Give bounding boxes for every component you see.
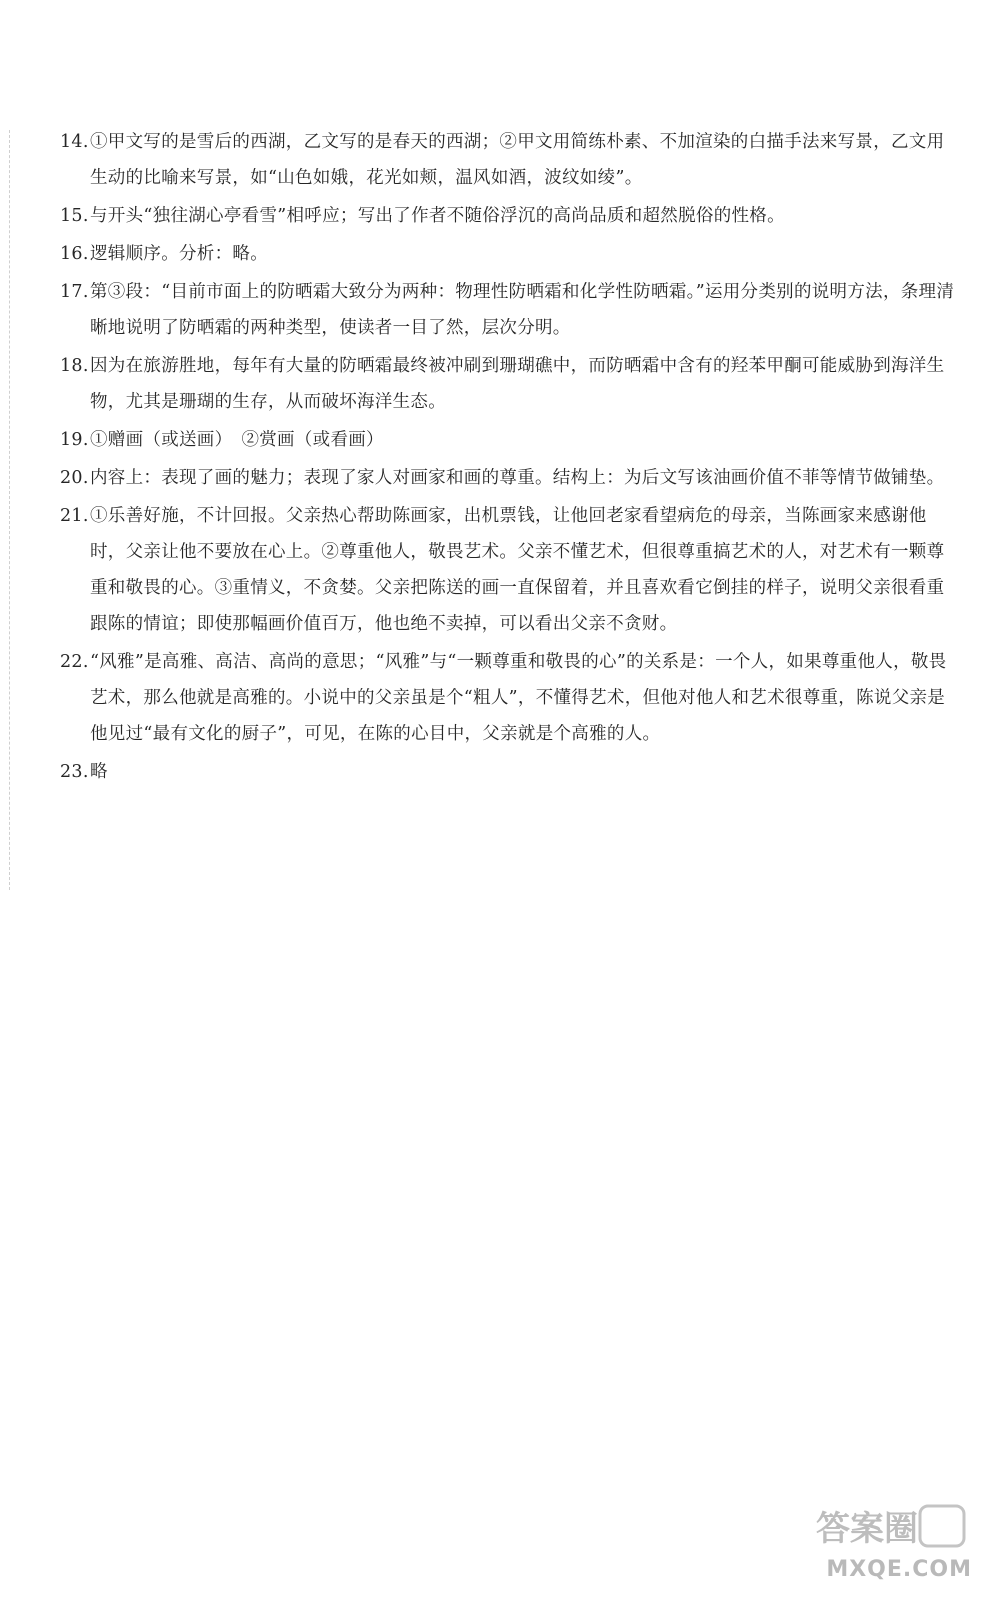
logo-text: 答案圈 <box>816 1509 918 1549</box>
answer-number: 16. <box>60 244 89 264</box>
answer-text: 与开头“独往湖心亭看雪”相呼应；写出了作者不随俗浮沉的高尚品质和超然脱俗的性格。 <box>90 206 785 226</box>
answer-item-17 <box>60 274 960 346</box>
answer-text: “风雅”是高雅、高洁、高尚的意思；“风雅”与“一颗尊重和敬畏的心”的关系是：一个人，如果尊重他人，敬畏艺术，那么他就是高雅的。小说中的父亲虽是个“粗人”，不懂得艺术，但他对他人和艺术很尊重，陈说父亲是他见过“最有文化的厨子”，可见，在陈的心目中，父亲就是个高雅的人。 <box>90 652 947 744</box>
answer-number: 23. <box>60 762 89 782</box>
answer-text: 略 <box>90 762 108 782</box>
answer-text: 内容上：表现了画的魅力；表现了家人对画家和画的尊重。结构上：为后文写该油画价值不菲等情节做铺垫。 <box>90 468 945 488</box>
answer-item-20 <box>60 460 960 496</box>
answer-text: ①赠画（或送画） ②赏画（或看画） <box>90 430 384 450</box>
answer-item-14 <box>60 124 960 196</box>
watermark-site-text: MXQE.COM <box>826 1557 972 1582</box>
answer-text: ①甲文写的是雪后的西湖，乙文写的是春天的西湖；②甲文用简练朴素、不加渲染的白描手法来写景，乙文用生动的比喻来写景，如“山色如娥，花光如颊，温风如酒，波纹如绫”。 <box>90 132 945 188</box>
answer-text: 因为在旅游胜地，每年有大量的防晒霜最终被冲刷到珊瑚礁中，而防晒霜中含有的羟苯甲酮可能威胁到海洋生物，尤其是珊瑚的生存，从而破坏海洋生态。 <box>90 356 945 412</box>
answer-number: 21. <box>60 506 89 526</box>
answer-item-21 <box>60 498 960 642</box>
answer-number: 17. <box>60 282 89 302</box>
answer-number: 18. <box>60 356 89 376</box>
answer-item-16 <box>60 236 960 272</box>
answer-number: 20. <box>60 468 89 488</box>
answer-number: 15. <box>60 206 89 226</box>
answer-item-15 <box>60 198 960 234</box>
answer-logo-watermark <box>812 1502 972 1550</box>
site-watermark <box>808 1502 978 1582</box>
answer-item-23 <box>60 754 960 790</box>
answer-text: 第③段：“目前市面上的防晒霜大致分为两种：物理性防晒霜和化学性防晒霜。”运用分类别的说明方法，条理清晰地说明了防晒霜的两种类型，使读者一目了然，层次分明。 <box>90 282 955 338</box>
answer-text: ①乐善好施，不计回报。父亲热心帮助陈画家，出机票钱，让他回老家看望病危的母亲，当陈画家来感谢他时，父亲让他不要放在心上。②尊重他人，敬畏艺术。父亲不懂艺术，但很尊重搞艺术的人，对艺术有一颗尊重和敬畏的心。③重情义，不贪婪。父亲把陈送的画一直保留着，并且喜欢看它倒挂的样子，说明父亲很看重跟陈的情谊；即使那幅画价值百万，他也绝不卖掉，可以看出父亲不贪财。 <box>90 506 945 634</box>
answer-item-18 <box>60 348 960 420</box>
answer-item-19 <box>60 422 960 458</box>
answer-number: 22. <box>60 652 89 672</box>
binding-dashed-line <box>9 130 10 890</box>
answer-list <box>60 124 960 792</box>
answer-text: 逻辑顺序。分析：略。 <box>90 244 268 264</box>
answer-number: 19. <box>60 430 89 450</box>
answer-item-22 <box>60 644 960 752</box>
answer-number: 14. <box>60 132 89 152</box>
